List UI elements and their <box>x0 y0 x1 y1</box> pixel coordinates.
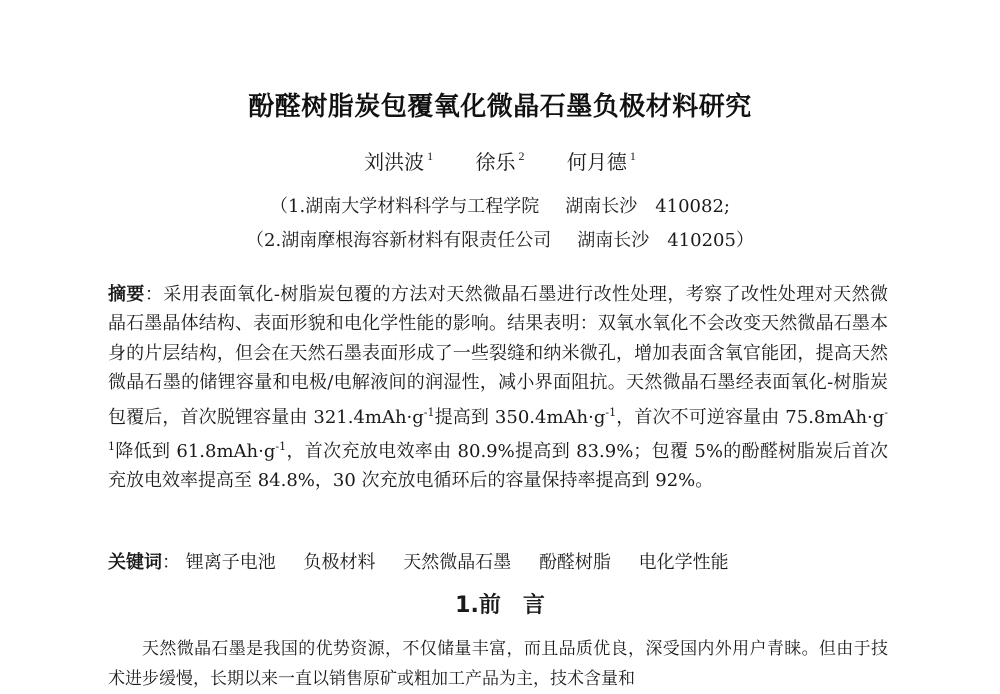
affiliation-location: 湖南长沙 410205） <box>577 230 754 251</box>
affiliation-1 <box>0 192 1000 218</box>
abstract-text: 降低到 61.8mAh·g <box>115 441 276 463</box>
unit-exponent: -1 <box>605 405 617 419</box>
unit-exponent: -1 <box>108 405 889 454</box>
abstract <box>108 280 888 496</box>
author-name: 刘洪波 <box>364 150 425 174</box>
unit-exponent: -1 <box>275 440 287 454</box>
keywords-label: 关键词 <box>108 552 162 573</box>
author-affiliation-mark: 2 <box>518 149 525 163</box>
abstract-label: 摘要 <box>108 284 145 305</box>
author-affiliation-mark: 1 <box>629 149 636 163</box>
keyword: 锂离子电池 <box>185 552 276 573</box>
body-paragraph: 天然微晶石墨是我国的优势资源，不仅储量丰富，而且品质优良，深受国内外用户青睐。但由于技术进步缓慢，长期以来一直以销售原矿或粗加工产品为主，技术含量和 <box>108 639 888 689</box>
author-list <box>0 146 1000 175</box>
author-1 <box>364 150 433 174</box>
keyword: 电化学性能 <box>638 552 729 573</box>
section-heading: 1.前 言 <box>455 593 545 618</box>
affiliation-2 <box>0 226 1000 252</box>
author-2 <box>476 150 525 174</box>
author-name: 徐乐 <box>475 150 516 174</box>
author-3 <box>567 150 636 174</box>
abstract-text: ，首次不可逆容量由 75.8mAh·g <box>616 406 885 428</box>
abstract-text: 提高到 350.4mAh·g <box>434 406 606 428</box>
keyword: 酚醛树脂 <box>538 552 611 573</box>
keyword: 天然微晶石墨 <box>403 552 512 573</box>
affiliation-location: 湖南长沙 410082; <box>565 196 730 217</box>
author-affiliation-mark: 1 <box>427 149 434 163</box>
paper-title: 酚醛树脂炭包覆氧化微晶石墨负极材料研究 <box>248 92 752 122</box>
affiliation-institution: （1.湖南大学材料科学与工程学院 <box>270 196 540 217</box>
keywords-colon: ： <box>162 552 180 573</box>
abstract-text: ，首次充放电效率由 80.9%提高到 83.9%；包覆 5%的酚醛树脂炭后首次充放电效率提高至 84.8%，30 次充放电循环后的容量保持率提高到 92%。 <box>108 441 888 492</box>
keywords <box>108 548 898 574</box>
affiliation-institution: （2.湖南摩根海容新材料有限责任公司 <box>246 230 552 251</box>
keyword: 负极材料 <box>303 552 376 573</box>
unit-exponent: -1 <box>423 405 435 419</box>
abstract-text: ：采用表面氧化-树脂炭包覆的方法对天然微晶石墨进行改性处理，考察了改性处理对天然微晶石墨晶体结构、表面形貌和电化学性能的影响。结果表明：双氧水氧化不会改变天然微晶石墨本身的片层结构，但会在天然石墨表面形成了一些裂缝和纳米微孔，增加表面含氧官能团，提高天然微晶石墨的储锂容量和电极/电解液间的润湿性，减小界面阻抗。天然微晶石墨经表面氧化-树脂炭包覆后，首次脱锂容量由 321.4mAh·g <box>108 284 889 428</box>
author-name: 何月德 <box>566 150 627 174</box>
